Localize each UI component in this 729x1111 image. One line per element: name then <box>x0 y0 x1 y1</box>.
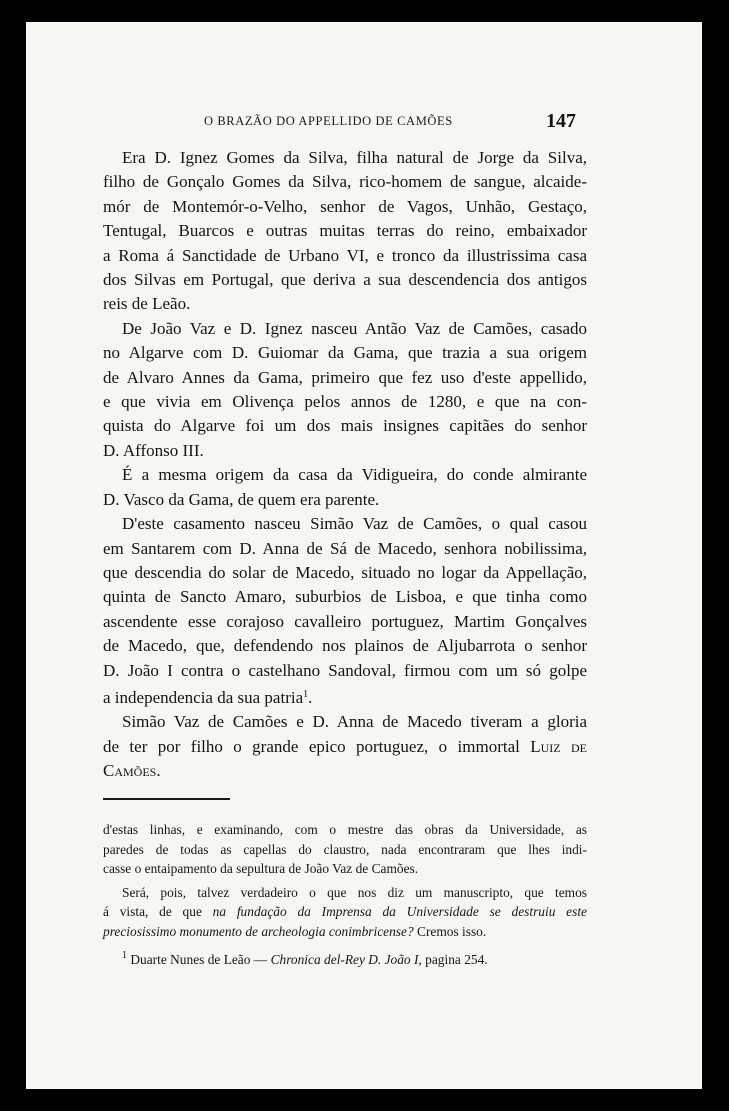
text-line <box>103 759 587 783</box>
paragraph-5 <box>103 710 587 783</box>
footnote-line: Será, pois, talvez verdadeiro o que nos diz um manuscripto, que temos <box>122 884 587 900</box>
text-line <box>103 735 587 759</box>
text-line: a Roma á Sanctidade de Urbano VI, e tronco da illustrissima casa <box>103 245 587 265</box>
footnote-divider <box>103 798 230 800</box>
footnote-continuation <box>103 820 587 879</box>
paragraph-3 <box>103 463 587 512</box>
text-line: reis de Leão. <box>103 294 191 314</box>
text-line: ascendente esse corajoso cavalleiro portuguez, Martim Gonçalves <box>103 611 587 631</box>
footnote-reference-1: 1 <box>303 688 309 700</box>
footnote-line: casse o entaipamento da sepultura de João Vaz de Camões. <box>103 861 419 877</box>
text-fragment: . <box>308 687 313 707</box>
text-line: de Macedo, que, defendendo nos plainos de Aljubarrota o senhor <box>103 636 587 656</box>
book-page <box>26 22 702 1089</box>
text-line: É a mesma origem da casa da Vidigueira, do conde almirante <box>122 465 587 485</box>
text-fragment: á vista, de que <box>103 904 202 920</box>
footnote-1 <box>103 946 587 970</box>
italic-text: na fundação da Imprensa da Universidade se destruiu este <box>212 904 587 920</box>
running-title: O BRAZÃO DO APPELLIDO DE CAMÕES <box>204 114 453 128</box>
footnote-line <box>103 922 587 942</box>
footnotes <box>103 820 587 969</box>
italic-text: Chronica del-Rey D. João I, <box>270 951 422 967</box>
text-line: mór de Montemór-o-Velho, senhor de Vagos, Unhão, Gestaço, <box>103 196 587 216</box>
text-line: Era D. Ignez Gomes da Silva, filha natural de Jorge da Silva, <box>122 148 587 167</box>
text-line: Simão Vaz de Camões e D. Anna de Macedo tiveram a gloria <box>122 712 587 732</box>
paragraph-4 <box>103 512 587 710</box>
text-fragment: Cremos isso. <box>417 923 487 939</box>
text-line: D. Vasco da Gama, de quem era parente. <box>103 489 380 509</box>
text-line: quista do Algarve foi um dos mais insignes capitães do senhor <box>103 416 587 436</box>
page-header <box>26 110 702 134</box>
text-line: D. João I contra o castelhano Sandoval, firmou com um só golpe <box>103 660 587 680</box>
text-fragment: de ter por filho o grande epico portuguez, o immortal <box>103 736 520 756</box>
text-line <box>103 683 587 710</box>
text-line: D'este casamento nasceu Simão Vaz de Camões, o qual casou <box>122 514 587 534</box>
italic-text: preciosissimo monumento de archeologia conimbricense? <box>103 923 414 939</box>
footnote-mark: 1 <box>122 949 127 961</box>
paragraph-2 <box>103 317 587 463</box>
text-line: dos Silvas em Portugal, que deriva a sua descendencia dos antigos <box>103 270 587 290</box>
text-line: no Algarve com D. Guiomar da Gama, que trazia a sua origem <box>103 343 587 363</box>
footnote-line <box>103 946 587 970</box>
text-line: Tentugal, Buarcos e outras muitas terras do reino, embaixador <box>103 221 587 241</box>
text-fragment: pagina 254. <box>425 951 488 967</box>
author-name: Camões <box>103 761 157 781</box>
text-line: de Alvaro Annes da Gama, primeiro que fez uso d'este appellido, <box>103 367 587 387</box>
text-line: que descendia do solar de Macedo, situado no logar da Appellação, <box>103 562 587 582</box>
text-line: quinta de Sancto Amaro, suburbios de Lisboa, e que tinha como <box>103 587 587 607</box>
text-line: e que vivia em Olivença pelos annos de 1280, e que na con- <box>103 392 587 412</box>
text-line: filho de Gonçalo Gomes da Silva, rico-homem de sangue, alcaide- <box>103 172 587 192</box>
footnote-line <box>103 902 587 922</box>
body-text <box>103 146 587 784</box>
text-fragment: Duarte Nunes de Leão — <box>130 951 268 967</box>
paragraph-1 <box>103 146 587 317</box>
footnote-line: paredes de todas as capellas do claustro, nada encontraram que lhes indi- <box>103 841 587 857</box>
text-fragment: . <box>156 761 161 781</box>
text-line: D. Affonso III. <box>103 440 204 460</box>
text-fragment: a independencia da sua patria <box>103 687 304 707</box>
footnote-remark <box>103 883 587 942</box>
text-line: De João Vaz e D. Ignez nasceu Antão Vaz de Camões, casado <box>122 318 587 338</box>
author-name: Luiz de <box>530 736 588 756</box>
footnote-line: d'estas linhas, e examinando, com o mestre das obras da Universidade, as <box>103 822 587 837</box>
page-number: 147 <box>546 110 576 132</box>
text-line: em Santarem com D. Anna de Sá de Macedo, senhora nobilissima, <box>103 538 587 558</box>
